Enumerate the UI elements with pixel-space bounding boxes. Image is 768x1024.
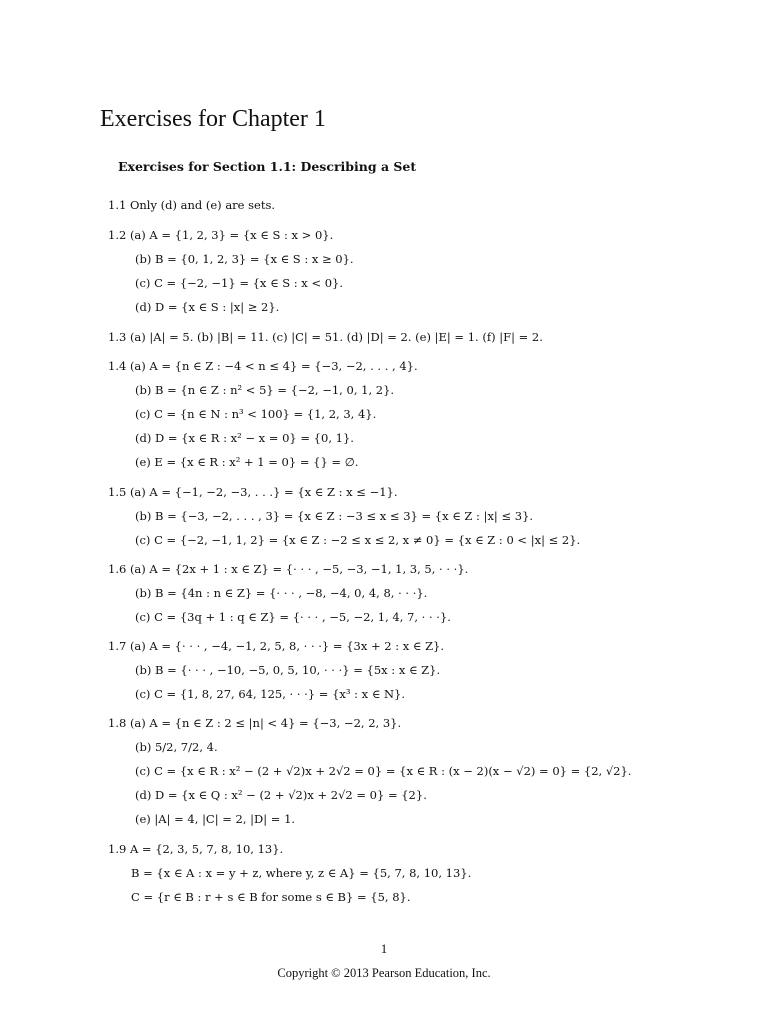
- exercise-1-8-c: (c) C = {x ∈ R : x² − (2 + √2)x + 2√2 = 0} = {x ∈ R : (x − 2)(x − √2) = 0} = {2, √2}.: [135, 764, 632, 778]
- copyright-footer: Copyright © 2013 Pearson Education, Inc.: [277, 966, 491, 980]
- exercise-1-6-a: 1.6 (a) A = {2x + 1 : x ∈ Z} = {· · · , −5, −3, −1, 1, 3, 5, · · ·}.: [108, 562, 469, 576]
- exercise-1-7-c: (c) C = {1, 8, 27, 64, 125, · · ·} = {x³ : x ∈ N}.: [135, 687, 406, 701]
- exercise-1-4-e: (e) E = {x ∈ R : x² + 1 = 0} = {} = ∅.: [135, 455, 359, 469]
- chapter-title: Exercises for Chapter 1: [100, 106, 326, 132]
- exercise-1-4-a: 1.4 (a) A = {n ∈ Z : −4 < n ≤ 4} = {−3, −2, . . . , 4}.: [108, 359, 418, 373]
- exercise-1-4-d: (d) D = {x ∈ R : x² − x = 0} = {0, 1}.: [135, 431, 354, 445]
- exercise-1-8-d: (d) D = {x ∈ Q : x² − (2 + √2)x + 2√2 = 0} = {2}.: [135, 788, 427, 802]
- page-number: 1: [380, 941, 388, 956]
- exercise-1-5-a: 1.5 (a) A = {−1, −2, −3, . . .} = {x ∈ Z : x ≤ −1}.: [108, 485, 398, 499]
- exercise-1-2-a: 1.2 (a) A = {1, 2, 3} = {x ∈ S : x > 0}.: [108, 228, 334, 242]
- exercise-1-1: 1.1 Only (d) and (e) are sets.: [108, 198, 276, 212]
- exercise-1-7-a: 1.7 (a) A = {· · · , −4, −1, 2, 5, 8, · · ·} = {3x + 2 : x ∈ Z}.: [108, 639, 445, 653]
- exercise-1-8-a: 1.8 (a) A = {n ∈ Z : 2 ≤ |n| < 4} = {−3, −2, 2, 3}.: [108, 716, 402, 730]
- exercise-1-4-c: (c) C = {n ∈ N : n³ < 100} = {1, 2, 3, 4}.: [135, 407, 377, 421]
- exercise-1-2-b: (b) B = {0, 1, 2, 3} = {x ∈ S : x ≥ 0}.: [135, 252, 354, 266]
- exercise-1-6-b: (b) B = {4n : n ∈ Z} = {· · · , −8, −4, 0, 4, 8, · · ·}.: [135, 586, 428, 600]
- exercise-1-5-c: (c) C = {−2, −1, 1, 2} = {x ∈ Z : −2 ≤ x ≤ 2, x ≠ 0} = {x ∈ Z : 0 < |x| ≤ 2}.: [135, 533, 581, 547]
- exercise-1-9-c: C = {r ∈ B : r + s ∈ B for some s ∈ B} = {5, 8}.: [131, 890, 411, 904]
- exercise-1-3: 1.3 (a) |A| = 5. (b) |B| = 11. (c) |C| = 51. (d) |D| = 2. (e) |E| = 1. (f) |F| = 2.: [108, 330, 543, 344]
- exercise-1-8-e: (e) |A| = 4, |C| = 2, |D| = 1.: [135, 812, 296, 826]
- section-title: Exercises for Section 1.1: Describing a Set: [118, 159, 417, 174]
- exercise-1-8-b: (b) 5/2, 7/2, 4.: [135, 740, 218, 754]
- exercise-1-6-c: (c) C = {3q + 1 : q ∈ Z} = {· · · , −5, −2, 1, 4, 7, · · ·}.: [135, 610, 451, 624]
- exercise-1-4-b: (b) B = {n ∈ Z : n² < 5} = {−2, −1, 0, 1, 2}.: [135, 383, 395, 397]
- exercise-1-2-d: (d) D = {x ∈ S : |x| ≥ 2}.: [135, 300, 280, 314]
- exercise-1-7-b: (b) B = {· · · , −10, −5, 0, 5, 10, · · ·} = {5x : x ∈ Z}.: [135, 663, 441, 677]
- exercise-1-9-b: B = {x ∈ A : x = y + z, where y, z ∈ A} = {5, 7, 8, 10, 13}.: [131, 866, 472, 880]
- exercise-1-5-b: (b) B = {−3, −2, . . . , 3} = {x ∈ Z : −3 ≤ x ≤ 3} = {x ∈ Z : |x| ≤ 3}.: [135, 509, 534, 523]
- exercise-1-9-a: 1.9 A = {2, 3, 5, 7, 8, 10, 13}.: [108, 842, 284, 856]
- exercise-1-2-c: (c) C = {−2, −1} = {x ∈ S : x < 0}.: [135, 276, 344, 290]
